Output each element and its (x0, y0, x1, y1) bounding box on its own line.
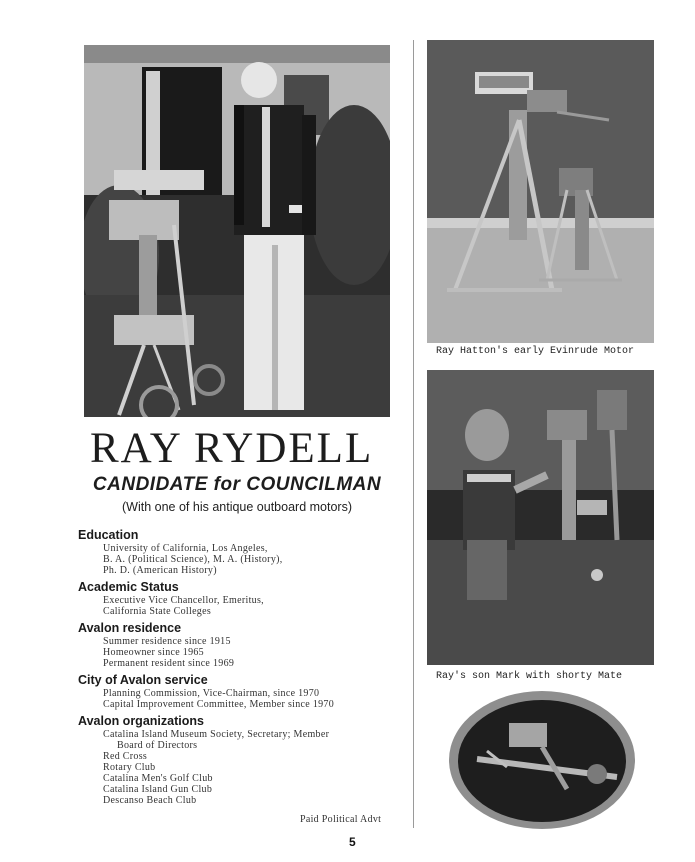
section-heading: Avalon residence (78, 621, 182, 635)
outboard-motor-oval-photo (447, 689, 638, 832)
qualification-section (78, 580, 408, 617)
section-line: Planning Commission, Vice-Chairman, since 1970 (103, 688, 320, 699)
qualification-section (78, 528, 408, 576)
candidate-qualifications (78, 528, 408, 810)
section-line: Catalina Island Gun Club (103, 784, 213, 795)
section-heading: Academic Status (78, 580, 179, 594)
section-line: Ph. D. (American History) (103, 565, 217, 576)
section-line: Catalina Men's Golf Club (103, 773, 213, 784)
section-line: Capital Improvement Committee, Member since 1970 (103, 699, 335, 710)
evinrude-motor-photo (427, 40, 654, 343)
evinrude-motor-caption: Ray Hatton's early Evinrude Motor (436, 346, 635, 357)
son-with-motor-caption: Ray's son Mark with shorty Mate (436, 671, 623, 682)
section-line: Rotary Club (103, 762, 156, 773)
section-line: Summer residence since 1915 (103, 636, 231, 647)
section-line: Permanent resident since 1969 (103, 658, 235, 669)
qualification-section (78, 673, 408, 710)
column-divider (413, 40, 414, 828)
section-heading: City of Avalon service (78, 673, 208, 687)
photo-note: (With one of his antique outboard motors) (122, 500, 352, 514)
section-line: Homeowner since 1965 (103, 647, 204, 658)
section-line: University of California, Los Angeles, (103, 543, 268, 554)
candidate-office: CANDIDATE for COUNCILMAN (92, 474, 382, 495)
section-line: Executive Vice Chancellor, Emeritus, (103, 595, 264, 606)
section-line: Catalina Island Museum Society, Secretary; Member (103, 729, 330, 740)
qualification-section (78, 714, 408, 806)
candidate-photo (84, 45, 390, 417)
son-with-motor-photo (427, 370, 654, 665)
page-number: 5 (349, 835, 356, 849)
section-line: Board of Directors (117, 740, 198, 751)
section-line: California State Colleges (103, 606, 212, 617)
section-line: Red Cross (103, 751, 148, 762)
section-line: B. A. (Political Science), M. A. (History), (103, 554, 283, 565)
section-heading: Education (78, 528, 139, 542)
section-line: Descanso Beach Club (103, 795, 197, 806)
qualification-section (78, 621, 408, 669)
paid-political-advertisement-note: Paid Political Advt (300, 814, 382, 825)
candidate-name: RAY RYDELL (90, 425, 374, 472)
section-heading: Avalon organizations (78, 714, 204, 728)
